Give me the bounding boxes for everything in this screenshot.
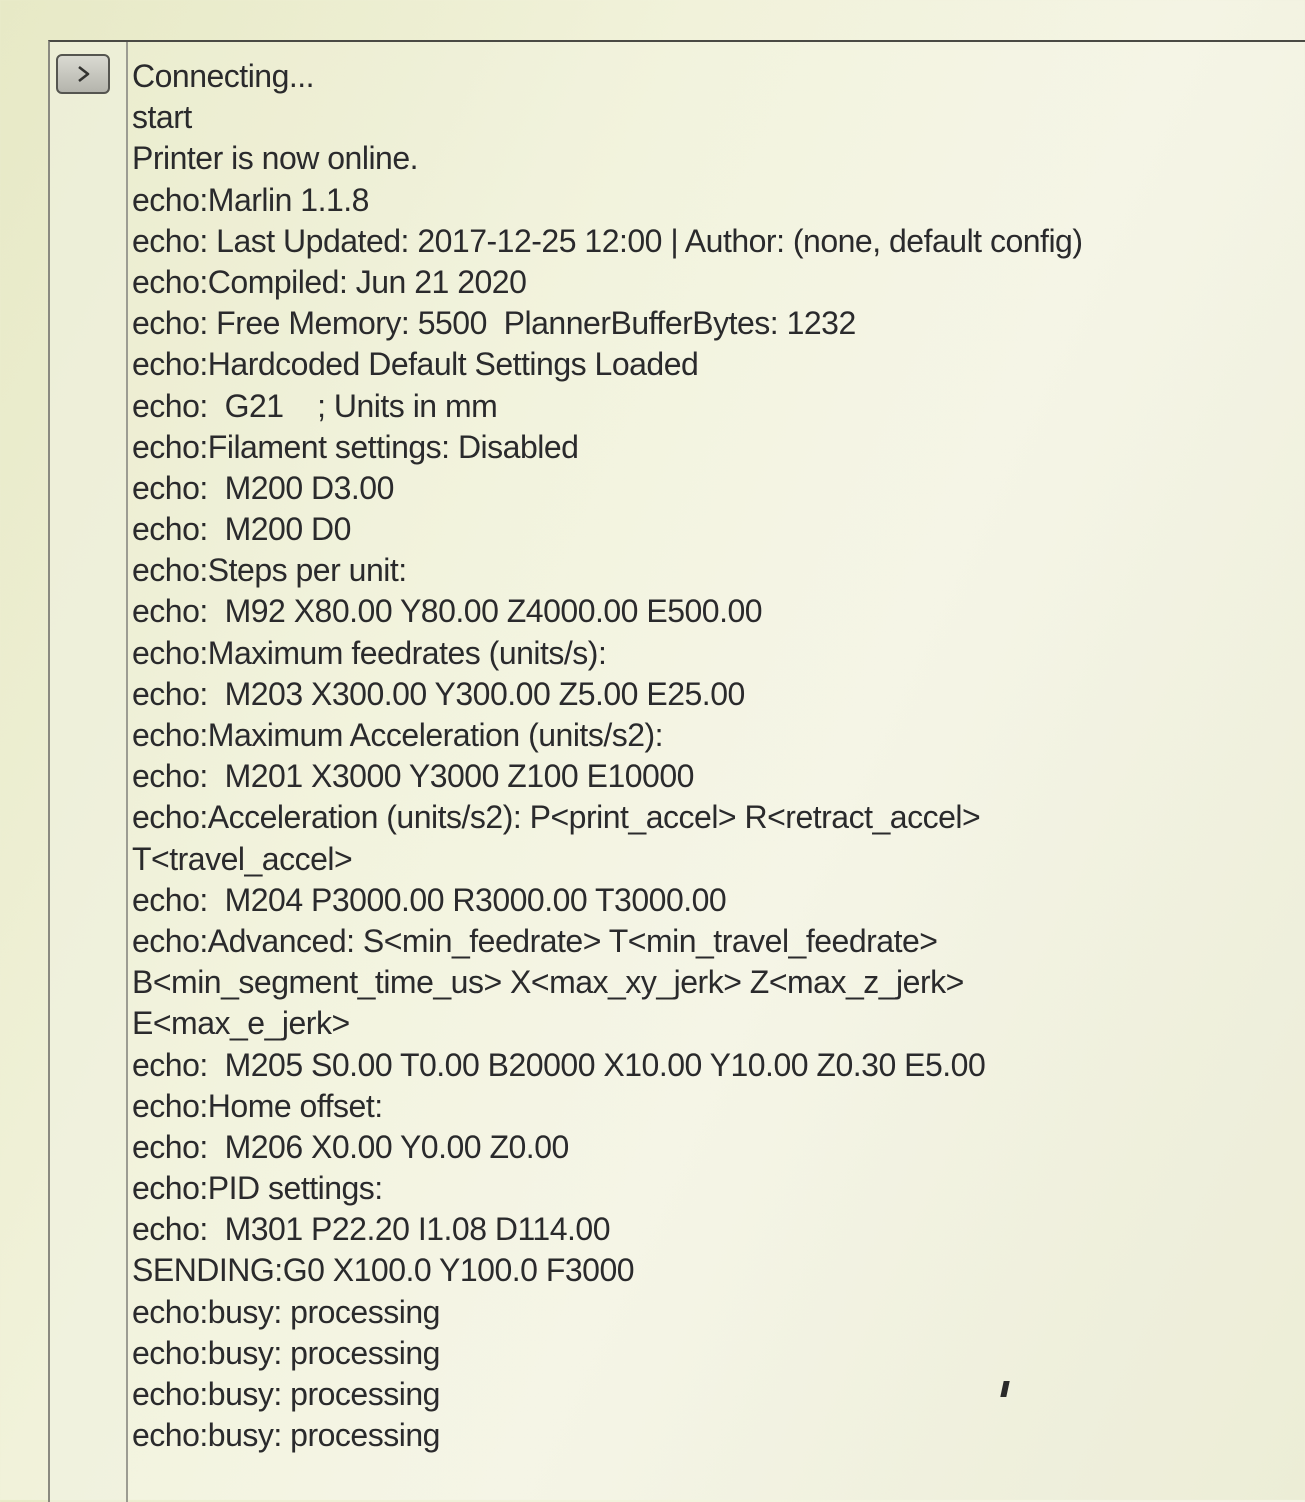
log-line: echo:Maximum Acceleration (units/s2): — [132, 717, 664, 753]
log-line: echo:Filament settings: Disabled — [132, 428, 579, 465]
log-line: echo: M92 X80.00 Y80.00 Z4000.00 E500.00 — [132, 593, 763, 630]
log-line: E<max_e_jerk> — [132, 1005, 350, 1042]
log-line: B<min_segment_time_us> X<max_xy_jerk> Z<max_z_jerk> — [132, 964, 964, 1001]
console-log[interactable] — [132, 56, 1297, 1456]
log-line: SENDING:G0 X100.0 Y100.0 F3000 — [132, 1252, 635, 1289]
log-line: echo:busy: processing — [132, 1334, 440, 1371]
log-line: echo: Last Updated: 2017-12-25 12:00 | Author: (none, default config) — [132, 222, 1083, 259]
log-line: start — [132, 99, 192, 136]
log-line: echo: M204 P3000.00 R3000.00 T3000.00 — [132, 881, 727, 918]
log-line: echo:busy: processing — [132, 1376, 440, 1412]
log-line: echo: M205 S0.00 T0.00 B20000 X10.00 Y10.00 Z0.30 E5.00 — [132, 1046, 986, 1083]
chevron-right-icon — [73, 64, 93, 84]
log-line: echo:busy: processing — [132, 1417, 440, 1454]
log-line: echo: M203 X300.00 Y300.00 Z5.00 E25.00 — [132, 675, 745, 712]
log-line: echo:Compiled: Jun 21 2020 — [132, 263, 527, 300]
log-line: Printer is now online. — [132, 140, 419, 177]
log-line: T<travel_accel> — [132, 840, 353, 877]
console-gutter — [50, 42, 128, 1502]
log-line: echo: M200 D3.00 — [132, 469, 394, 506]
log-line: echo: G21 ; Units in mm — [132, 387, 498, 424]
log-line: echo:Steps per unit: — [132, 552, 407, 589]
log-line: echo:Home offset: — [132, 1087, 383, 1124]
expand-button[interactable] — [56, 54, 110, 94]
log-line: echo: Free Memory: 5500 PlannerBufferBytes: 1232 — [132, 305, 856, 342]
log-line: echo:Maximum feedrates (units/s): — [132, 634, 607, 671]
console-window — [48, 40, 1305, 1502]
log-line: echo: M301 P22.20 I1.08 D114.00 — [132, 1211, 610, 1248]
log-line: Connecting... — [132, 58, 315, 94]
log-line: echo: M201 X3000 Y3000 Z100 E10000 — [132, 758, 694, 795]
log-line: echo:busy: processing — [132, 1293, 440, 1330]
log-line: echo:Hardcoded Default Settings Loaded — [132, 346, 699, 383]
log-line: echo:PID settings: — [132, 1170, 383, 1207]
log-line: echo:Acceleration (units/s2): P<print_accel> R<retract_accel> — [132, 799, 981, 836]
log-line: echo: M200 D0 — [132, 511, 351, 548]
log-line: echo: M206 X0.00 Y0.00 Z0.00 — [132, 1128, 569, 1165]
log-line: echo:Advanced: S<min_feedrate> T<min_travel_feedrate> — [132, 922, 938, 959]
log-line: echo:Marlin 1.1.8 — [132, 181, 369, 218]
